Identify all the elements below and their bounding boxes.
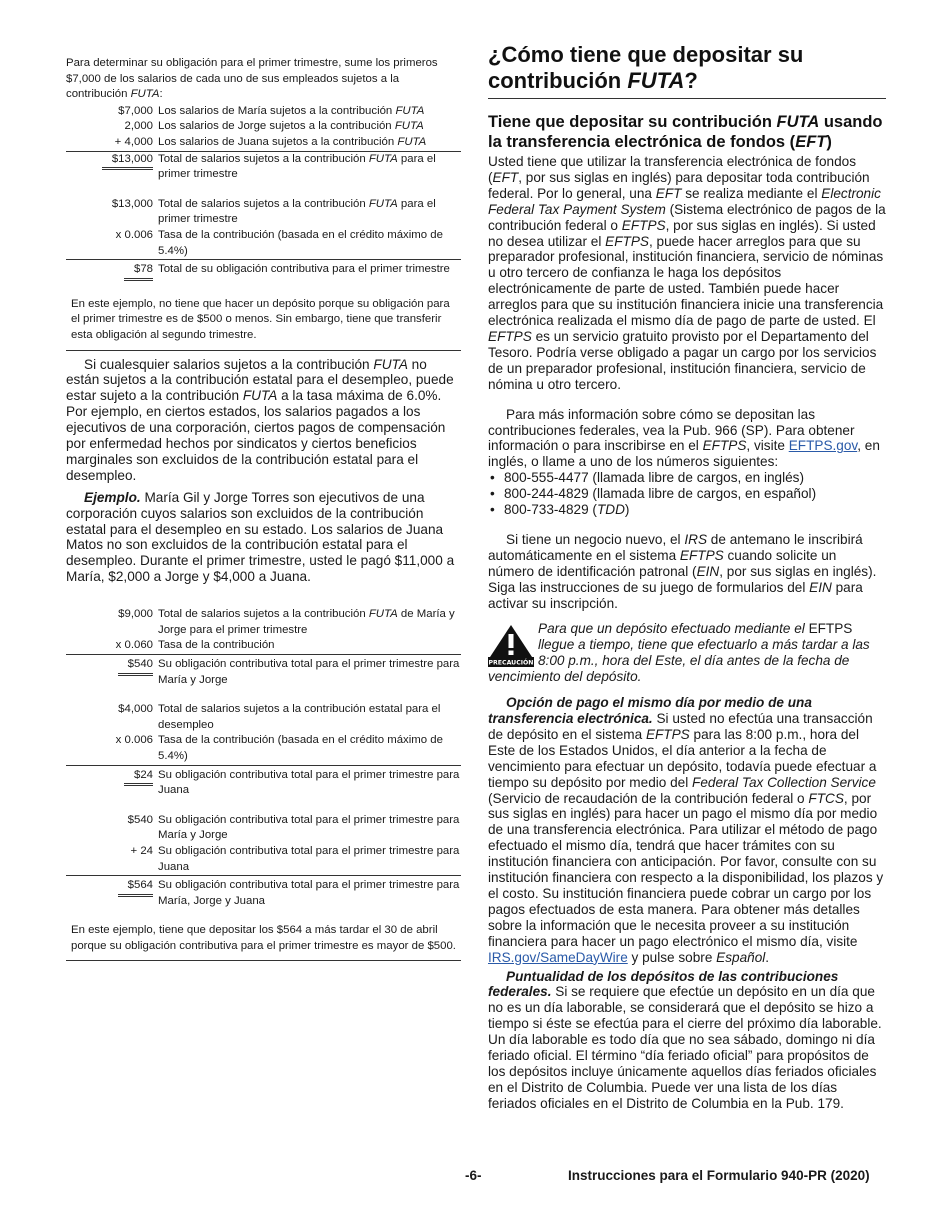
table-row: $4,000 Total de salarios sujetos a la contribución estatal para el desempleo — [118, 703, 441, 731]
timeliness-paragraph: Puntualidad de los depósitos de las contribuciones federales. Si se requiere que efectúe un depósito en un día que no es un día laborable, se considerará que el depósito se hizo a tiempo si éste se efectúa para el cierre del próximo día laborable. Un día laborable es todo día que no sea sábado, domingo ni día feriado oficial. El término “día feriado oficial” para propósitos de los depósitos incluye únicamente aquellos días feriados oficiales en el Distrito de Columbia. Puede ver una lista de los días feriados oficiales en el Distrito de Columbia en la Pub. 179. — [488, 968, 882, 1111]
caution-note: PRECAUCIÓN Para que un depósito efectuado mediante el EFTPS llegue a tiempo, tiene que efectuarlo a más tardar a las 8:00 p.m., hora del Este, el día antes de la fecha de vencimiento del depósito. — [488, 621, 870, 685]
table-row: $24 Su obligación contributiva total para el primer trimestre para Juana — [66, 765, 461, 799]
section-heading: ¿Cómo tiene que depositar su contribución FUTA? — [488, 42, 886, 99]
list-item: • 800-244-4829 (llamada libre de cargos, en español) — [488, 486, 886, 502]
table-row: 2,000 Los salarios de Jorge sujetos a la contribución FUTA — [124, 120, 424, 133]
divider — [66, 960, 461, 961]
table-row: + 4,000 Los salarios de Juana sujetos a la contribución FUTA — [66, 135, 461, 151]
left-column — [66, 56, 461, 961]
caution-icon — [488, 623, 534, 667]
table-row: $78 Total de su obligación contributiva para el primer trimestre — [66, 260, 461, 281]
table-row: $540 Su obligación contributiva total para el primer trimestre para María y Jorge — [127, 813, 460, 842]
table-row: $564 Su obligación contributiva total para el primer trimestre para María, Jorge y Juana — [66, 876, 461, 910]
table-row: $540 Su obligación contributiva total para el primer trimestre para María y Jorge — [66, 654, 461, 688]
example-note-2: En este ejemplo, tiene que depositar los $564 a más tardar el 30 de abril porque su obligación contributiva para el primer trimestre es mayor de $500. — [71, 924, 456, 952]
caution-label: PRECAUCIÓN — [488, 660, 534, 668]
same-day-paragraph: Opción de pago el mismo día por medio de una transferencia electrónica. Si usted no efectúa una transacción de depósito en el sistema EFTPS para las 8:00 p.m., hora del Este de los Estados Unidos, el día anterior a la fecha de vencimiento para efectuar un depósito, todavía puede efectuar a tiempo su depósito por medio del Federal Tax Collection Service (Servicio de recaudación de la contribución federal o FTCS, por sus siglas en inglés) para hacer un pago el mismo día por medio de una transferencia electrónica. Para utilizar el método de pago efectuado el mismo día, tendrá que hacer trámites con su institución financiera con anticipación. Por favor, consulte con su institución financiera con respecto a la disponibilidad, los plazos y el costo. Su institución financiera puede cobrar un cargo por los pagos efectuados de esta manera. Para obtener más detalles sobre la información que le necesita proveer a su institución financiera para hacer un pago electrónico el mismo día, visite IRS.gov/SameDayWire y pulse sobre Español. — [488, 695, 884, 965]
eftps-info-paragraph: Para más información sobre cómo se depositan las contribuciones federales, vea la Pub. 966 (SP). Para obtener información o para inscribirse en el EFTPS, visite EFTPS.gov, en inglés, o llame a uno de los números siguientes: — [488, 406, 880, 470]
example-note-1: En este ejemplo, no tiene que hacer un depósito porque su obligación para el primer trimestre es de $500 o menos. Sin embargo, tiene que transferir esta obligación al segundo trimestre. — [71, 297, 450, 341]
new-business-paragraph: Si tiene un negocio nuevo, el IRS de antemano le inscribirá automáticamente en el sistema EFTPS cuando solicite un número de identificación patronal (EIN, por sus siglas en inglés). Siga las instrucciones de su juego de formularios del EIN para activar su inscripción. — [488, 531, 877, 611]
table-row: + 24 Su obligación contributiva total para el primer trimestre para Juana — [66, 844, 461, 876]
same-day-wire-link[interactable]: IRS.gov/SameDayWire — [488, 949, 628, 965]
table-row: x 0.006 Tasa de la contribución (basada en el crédito máximo de 5.4%) — [66, 228, 461, 260]
example-paragraph: Ejemplo. María Gil y Jorge Torres son ejecutivos de una corporación cuyos salarios son excluidos de la contribución estatal para el desempleo en su estado. Los salarios de Juana Matos no son excluidos de la contribución estatal para el desempleo. Durante el primer trimestre, usted le pagó $11,000 a María, $2,000 a Jorge y $4,000 a Juana. — [66, 489, 455, 585]
list-item: • 800-733-4829 (TDD) — [488, 502, 886, 518]
table-row: $13,000 Total de salarios sujetos a la contribución FUTA para el primer trimestre — [111, 197, 436, 226]
subsection-heading: Tiene que depositar su contribución FUTA usando la transferencia electrónica de fondos (EFT) — [488, 113, 883, 151]
divider — [66, 350, 461, 351]
list-item: • 800-555-4477 (llamada libre de cargos, en inglés) — [488, 470, 886, 486]
futa-calc-table-2 — [66, 607, 461, 909]
futa-intro: Para determinar su obligación para el primer trimestre, sume los primeros $7,000 de los salarios de cada uno de sus empleados sujetos a la contribución FUTA: — [66, 57, 438, 101]
table-row: x 0.060 Tasa de la contribución — [66, 638, 461, 654]
eftps-link[interactable]: EFTPS.gov — [788, 438, 858, 454]
futa-calc-table-1 — [66, 104, 461, 281]
phone-list — [488, 470, 886, 518]
table-row: x 0.006 Tasa de la contribución (basada en el crédito máximo de 5.4%) — [66, 733, 461, 765]
table-row: $7,000 Los salarios de María sujetos a la contribución FUTA — [118, 104, 425, 117]
table-row: $13,000 Total de salarios sujetos a la contribución FUTA para el primer trimestre — [66, 151, 461, 183]
futa-state-paragraph: Si cualesquier salarios sujetos a la contribución FUTA no están sujetos a la contribución estatal para el desempleo, puede estar sujeto a la contribución FUTA a la tasa máxima de 6.0%. Por ejemplo, en ciertos estados, los salarios pagados a los ejecutivos de una corporación, ciertos pagos de compensación por enfermedad hechos por sindicatos y ciertos beneficios marginales son excluidos de la contribución estatal para el desempleo. — [66, 356, 454, 483]
footer-title: Instrucciones para el Formulario 940-PR (2020) — [568, 1168, 870, 1183]
right-column — [488, 42, 886, 1112]
eft-paragraph: Usted tiene que utilizar la transferencia electrónica de fondos (EFT, por sus siglas en inglés) para depositar toda contribución federal. Por lo general, una EFT se realiza mediante el Electronic Federal Tax Payment System (Sistema electrónico de pagos de la contribución federal o EFTPS, por sus siglas en inglés). Si usted no desea utilizar el EFTPS, puede hacer arreglos para que su preparador profesional, institución financiera, servicio de nóminas u otro tercero de confianza le haga los depósitos electrónicamente de parte de usted. También puede hacer arreglos para que su institución financiera inicie una transferencia electrónica realizada el mismo día de pago de parte de usted. El EFTPS es un servicio gratuito provisto por el Departamento del Tesoro. Podría verse obligado a pagar un cargo por los servicios de un preparador profesional, institución financiera, servicio de nómina u otro tercero. — [488, 154, 886, 392]
table-row: $9,000 Total de salarios sujetos a la contribución FUTA de María y Jorge para el primer trimestre — [118, 608, 455, 636]
page-number: -6- — [465, 1168, 482, 1183]
